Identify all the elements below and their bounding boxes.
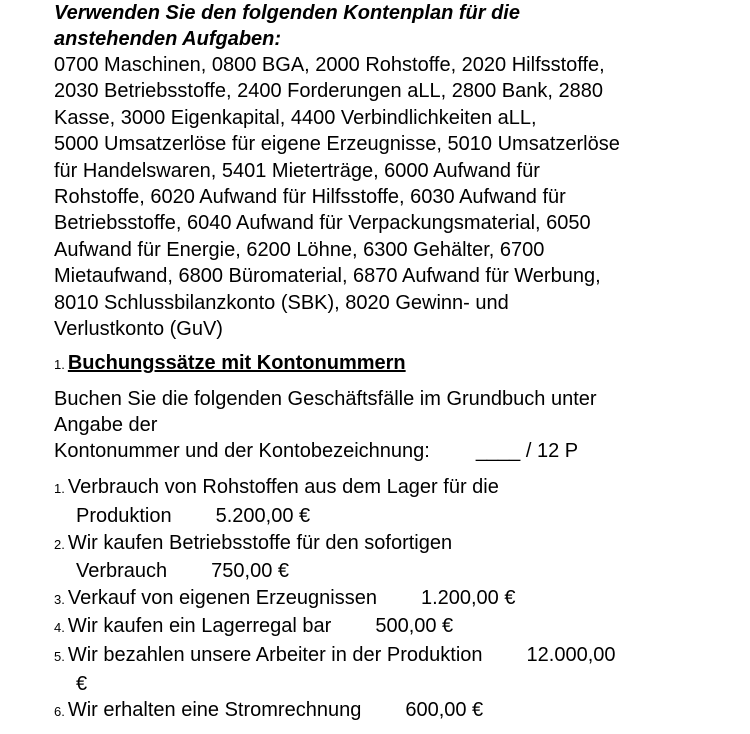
- item-amount: 5.200,00 €: [215, 505, 311, 528]
- transaction-list: [54, 474, 704, 725]
- item-number: 2.: [54, 536, 65, 552]
- item-amount: 600,00 €: [405, 699, 484, 722]
- list-item: [54, 585, 704, 614]
- intro-heading-line-1: Verwenden Sie den folgenden Kontenplan für die: [54, 2, 520, 24]
- list-item: [54, 697, 704, 726]
- intro-heading: [54, 0, 704, 52]
- item-text: Verbrauch von Rohstoffen aus dem Lager für die: [67, 476, 499, 499]
- item-text: Verkauf von eigenen Erzeugnissen: [67, 586, 377, 609]
- list-item: [54, 474, 704, 529]
- item-number: 1.: [54, 481, 65, 497]
- points-field: ____ / 12 P: [475, 440, 579, 463]
- item-number: 5.: [54, 649, 65, 665]
- list-item: [54, 642, 704, 697]
- task-line-3-text: Kontonummer und der Kontobezeichnung:: [54, 440, 430, 463]
- item-amount: 500,00 €: [375, 615, 454, 638]
- item-amount: 1.200,00 €: [420, 586, 516, 609]
- section-number: 1.: [54, 357, 65, 373]
- task-instructions: [54, 386, 704, 464]
- list-item: [54, 613, 704, 642]
- section-heading: [54, 350, 704, 378]
- intro-heading-line-2: anstehenden Aufgaben:: [54, 28, 282, 50]
- item-text: Wir kaufen ein Lagerregal bar: [67, 615, 332, 638]
- task-line-3: [54, 438, 704, 464]
- item-text: Wir bezahlen unsere Arbeiter in der Produktion: [67, 644, 483, 667]
- item-amount-continued: €: [76, 672, 88, 695]
- chart-of-accounts-text: 0700 Maschinen, 0800 BGA, 2000 Rohstoffe, 2020 Hilfsstoffe, 2030 Betriebsstoffe, 2400 Forderungen aLL, 2800 Bank, 2880 Kasse, 3000 Eigenkapital, 4400 Verbindlichkeiten aLL, 5000 Umsatzerlöse für eigene Erzeugnisse, 5010 Umsatzerlöse für Handelswaren, 5401 Mieterträge, 6000 Aufwand für Rohstoffe, 6020 Aufwand für Hilfsstoffe, 6030 Aufwand für Betriebsstoffe, 6040 Aufwand für Verpackungsmaterial, 6050 Aufwand für Energie, 6200 Löhne, 6300 Gehälter, 6700 Mietaufwand, 6800 Büromaterial, 6870 Aufwand für Werbung, 8010 Schlussbilanzkonto (SBK), 8020 Gewinn- und Verlustkonto (GuV): [54, 54, 620, 341]
- item-amount: 12.000,00: [526, 644, 616, 667]
- task-line-1: Buchen Sie die folgenden Geschäftsfälle im Grundbuch unter: [54, 388, 597, 411]
- task-line-2: Angabe der: [54, 414, 158, 437]
- item-text: Wir kaufen Betriebsstoffe für den sofortigen: [67, 531, 453, 554]
- item-text: Wir erhalten eine Stromrechnung: [67, 699, 362, 722]
- document-page: [54, 0, 704, 726]
- list-item: [54, 530, 704, 585]
- item-amount: 750,00 €: [211, 560, 290, 583]
- item-number: 6.: [54, 704, 65, 720]
- item-text-continued: Produktion: [76, 505, 172, 528]
- item-number: 4.: [54, 620, 65, 636]
- item-number: 3.: [54, 591, 65, 607]
- section-title: Buchungssätze mit Kontonummern: [67, 352, 406, 375]
- item-text-continued: Verbrauch: [76, 560, 168, 583]
